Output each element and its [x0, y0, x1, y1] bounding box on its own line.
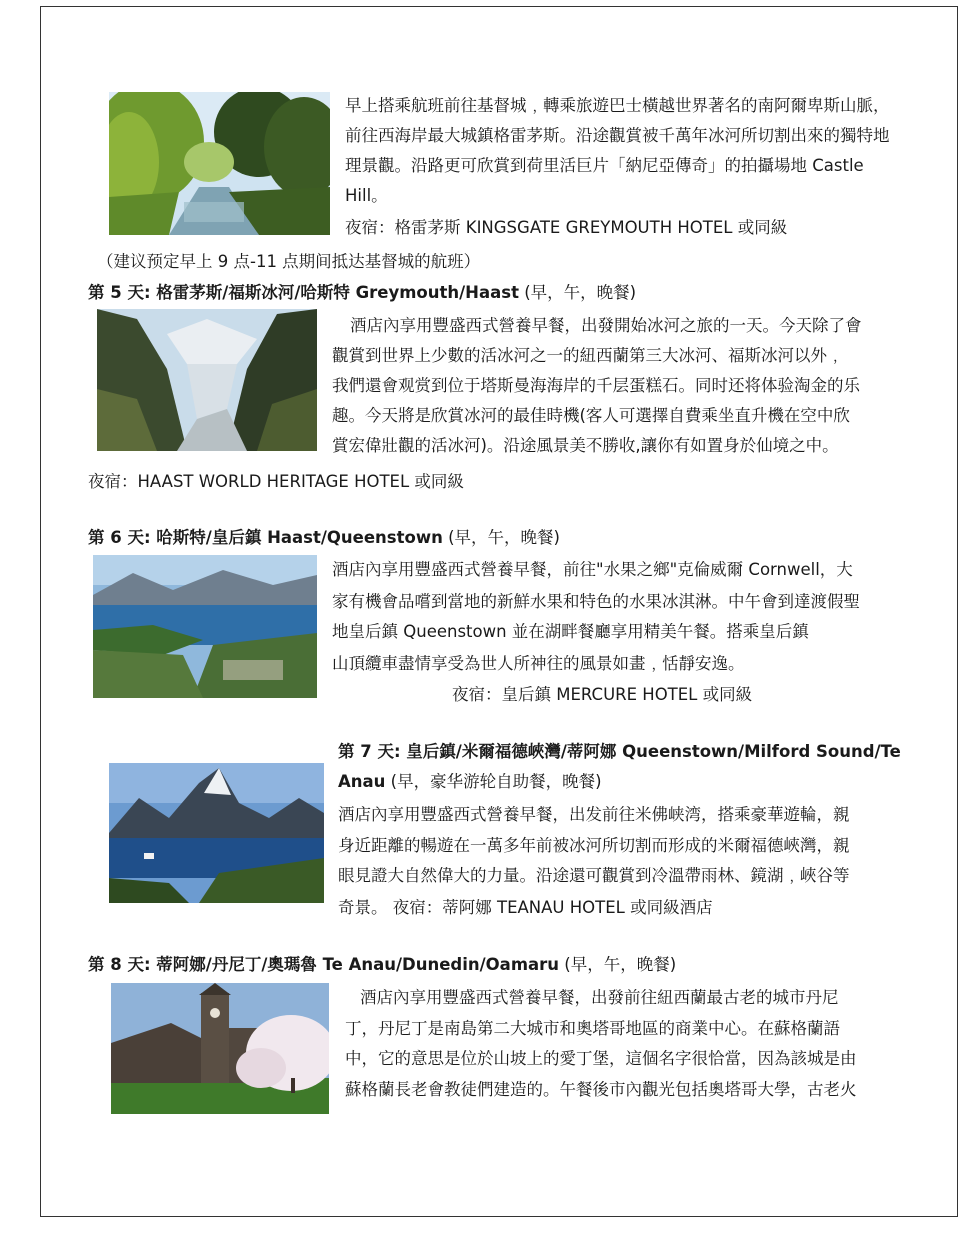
day6-meals: (早，午，晚餐): [442, 528, 560, 547]
glacier-valley-photo: [97, 309, 317, 451]
day8-line-3: 中，它的意思是位於山坡上的愛丁堡，這個名字很恰當，因為該城是由: [345, 1049, 857, 1068]
queenstown-lake-photo: [93, 555, 317, 698]
day7-line-1: 酒店內享用豐盛西式營養早餐，出发前往米佛峡湾，搭乘豪華遊輪，親: [338, 805, 850, 824]
day4-flight-note: （建议预定早上 9 点-11 点期间抵达基督城的航班）: [97, 252, 481, 271]
milford-sound-photo: [109, 763, 324, 903]
day7-line-2: 身近距離的暢遊在一萬多年前被冰河所切割而形成的米爾福德峽灣，親: [338, 836, 850, 855]
day8-line-2: 丁，丹尼丁是南島第二大城市和奧塔哥地區的商業中心。在蘇格蘭語: [345, 1019, 840, 1038]
river-willow-photo: [109, 92, 330, 235]
day8-meals: (早，午，晚餐): [559, 955, 677, 974]
day4-line-1: 早上搭乘航班前往基督城﹐轉乘旅遊巴士橫越世界著名的南阿爾卑斯山脈，: [345, 96, 890, 115]
day5-line-2: 觀賞到世界上少數的活冰河之一的紐西蘭第三大冰河、福斯冰河以外﹐: [332, 346, 844, 365]
day8-line-4: 蘇格蘭長老會教徒們建造的。午餐後市內觀光包括奧塔哥大學，古老火: [345, 1080, 857, 1099]
day8-title: 第 8 天: 蒂阿娜/丹尼丁/奧瑪魯 Te Anau/Dunedin/Oamaru: [88, 955, 560, 974]
day7-line-3: 眼見證大自然偉大的力量。沿途還可觀賞到冷溫帶雨林、鏡湖﹐峽谷等: [338, 866, 850, 885]
day6-line-1: 酒店內享用豐盛西式營養早餐，前往"水果之鄉"克倫威爾 Cornwell，大: [332, 560, 853, 579]
day6-stay: 夜宿：皇后鎮 MERCURE HOTEL 或同級: [452, 685, 753, 704]
day5-line-3: 我們還會观赏到位于塔斯曼海海岸的千层蛋糕石。同时还将体验淘金的乐: [332, 376, 860, 395]
day5-line-5: 賞宏偉壯觀的活冰河)。沿途風景美不勝收,讓你有如置身於仙境之中。: [332, 436, 839, 455]
day6-line-4: 山頂纜車盡情享受為世人所神往的風景如畫﹐恬靜安逸。: [332, 654, 745, 673]
day5-line-1: 酒店內享用豐盛西式營養早餐，出發開始冰河之旅的一天。今天除了會: [350, 316, 862, 335]
day7-meals: (早，豪华游轮自助餐，晚餐): [385, 772, 602, 791]
day4-line-2: 前往西海岸最大城鎮格雷茅斯。沿途觀賞被千萬年冰河所切割出來的獨特地: [345, 126, 890, 145]
day5-heading: [88, 278, 636, 308]
day6-line-2: 家有機會品嚐到當地的新鮮水果和特色的水果冰淇淋。中午會到達渡假聖: [332, 592, 860, 611]
day5-title: 第 5 天: 格雷茅斯/福斯冰河/哈斯特 Greymouth/Haast: [88, 283, 519, 302]
day5-line-4: 趣。今天將是欣賞冰河的最佳時機(客人可選擇自費乘坐直升機在空中欣: [332, 406, 850, 425]
day7-stay: 奇景。 夜宿：蒂阿娜 TEANAU HOTEL 或同級酒店: [338, 898, 713, 917]
day8-line-1: 酒店內享用豐盛西式營養早餐，出發前往紐西蘭最古老的城市丹尼: [360, 988, 839, 1007]
day4-line-4: Hill。: [345, 186, 388, 205]
day6-heading: [88, 523, 560, 553]
day8-heading: [88, 950, 676, 980]
day7-title-line-2: Anau: [338, 772, 386, 791]
otago-university-photo: [111, 983, 329, 1114]
day5-meals: (早，午，晚餐): [518, 283, 637, 302]
day7-title-line-1: 第 7 天: 皇后鎮/米爾福德峽灣/蒂阿娜 Queenstown/Milford Sound/Te: [338, 742, 901, 761]
day7-heading-line-2: [338, 767, 602, 797]
day6-title: 第 6 天: 哈斯特/皇后鎮 Haast/Queenstown: [88, 528, 443, 547]
day4-stay: 夜宿：格雷茅斯 KINGSGATE GREYMOUTH HOTEL 或同級: [345, 218, 788, 237]
day4-line-3: 理景觀。沿路更可欣賞到荷里活巨片「納尼亞傳奇」的拍攝場地 Castle: [345, 156, 864, 175]
day6-line-3: 地皇后鎮 Queenstown 並在湖畔餐廳享用精美午餐。搭乘皇后鎮: [332, 622, 809, 641]
day5-stay: 夜宿：HAAST WORLD HERITAGE HOTEL 或同級: [88, 472, 464, 491]
